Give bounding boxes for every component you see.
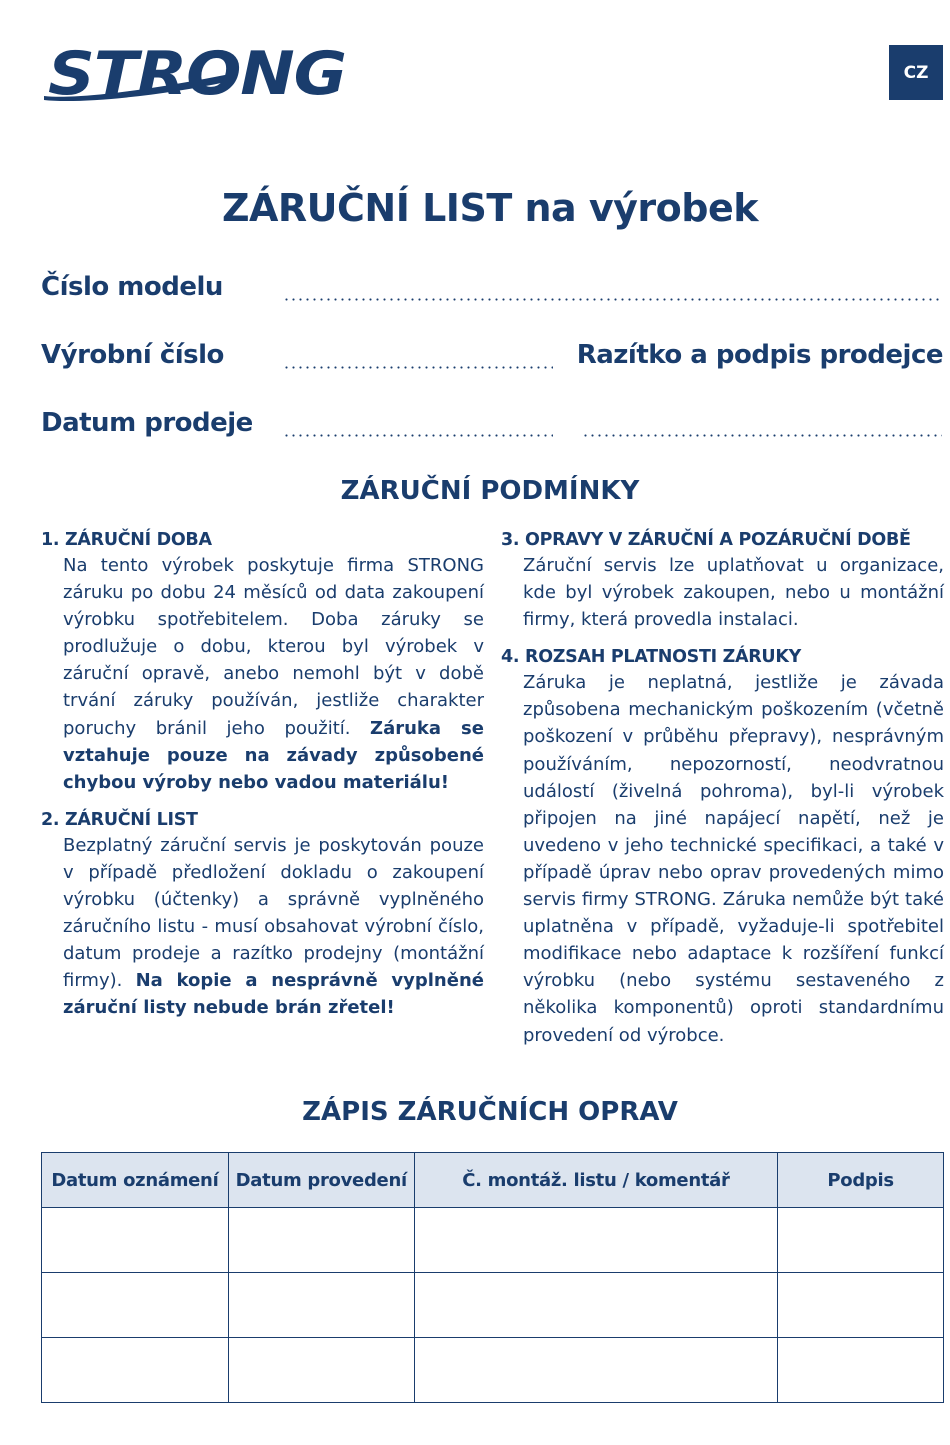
clause-warranty-period: [41, 528, 484, 796]
language-badge: CZ: [889, 45, 943, 100]
seller-stamp-label: Razítko a podpis prodejce: [576, 340, 943, 370]
document-title: ZÁRUČNÍ LIST na výrobek: [221, 186, 759, 230]
table-cell: [414, 1273, 778, 1338]
column-header-repair-date: Datum provedení: [228, 1153, 414, 1208]
clause-warranty-card: [41, 808, 484, 1022]
table-cell: [42, 1338, 229, 1403]
model-number-line: [283, 298, 943, 301]
column-header-report-date: Datum oznámení: [42, 1153, 229, 1208]
conditions-title: ZÁRUČNÍ PODMÍNKY: [340, 476, 640, 506]
clause-repairs: [501, 528, 944, 633]
clause-heading: 2. ZÁRUČNÍ LIST: [41, 809, 198, 830]
table-cell: [778, 1273, 944, 1338]
sale-date-line: [283, 434, 553, 437]
table-cell: [228, 1338, 414, 1403]
column-header-comment: Č. montáž. listu / komentář: [414, 1153, 778, 1208]
table-cell: [778, 1338, 944, 1403]
clause-scope: [501, 645, 944, 1048]
table-cell: [228, 1273, 414, 1338]
table-row: [42, 1208, 944, 1273]
clause-heading: 3. OPRAVY V ZÁRUČNÍ A POZÁRUČNÍ DOBĚ: [501, 530, 911, 550]
table-cell: [228, 1208, 414, 1273]
repairs-table: [41, 1152, 944, 1403]
model-number-label: Číslo modelu: [41, 272, 223, 302]
conditions-left-column: [41, 528, 484, 1034]
clause-text: Na tento výrobek poskytuje firma STRONG záruku po dobu 24 měsíců od data zakoupení výrobku spotřebitelem. Doba záruky se prodlužuje o dobu, kterou byl výrobek v záruční opravě, anebo nemohl být v době trvání záruky používán, jestliže charakter poruchy bránil jeho použití. Záruka se vztahuje pouze na závady způsobené chybou výroby nebo vadou materiálu!: [63, 555, 484, 793]
strong-logo: [40, 38, 350, 104]
clause-heading: 4. ROZSAH PLATNOSTI ZÁRUKY: [501, 647, 801, 668]
clause-text: Bezplatný záruční servis je poskytován pouze v případě předložení dokladu o zakoupení výrobku (účtenky) a správně vyplněného záručního listu - musí obsahovat výrobní číslo, datum prodeje a razítko prodejny (montážní firmy). Na kopie a nesprávně vyplněné záruční listy nebude brán zřetel!: [63, 834, 484, 1019]
serial-number-label: Výrobní číslo: [41, 340, 224, 370]
table-row: [42, 1338, 944, 1403]
clause-text: Záruka je neplatná, jestliže je závada způsobena mechanickým poškozením (včetně poškození v průběhu přepravy), nesprávným používáním, nepozorností, neodvratnou událostí (živelná pohroma), byl-li výrobek připojen na jiné napájecí napětí, než je uvedeno v jeho technické specifikaci, a také v případě úprav nebo oprav provedených mimo servis firmy STRONG. Záruka nemůže být také uplatněna v případě, vyžaduje-li spotřebitel modifikace nebo adaptace k rozšíření funkcí výrobku (nebo systému sestaveného z několika komponentů) oproti standardnímu provedení od výrobce.: [523, 672, 944, 1046]
table-header-row: [42, 1153, 944, 1208]
clause-bold-text: Záruka se vztahuje pouze na závady způsobené chybou výroby nebo vadou materiálu!: [63, 717, 484, 793]
table-cell: [42, 1273, 229, 1338]
clause-text: Záruční servis lze uplatňovat u organizace, kde byl výrobek zakoupen, nebo u montážní firmy, která provedla instalaci.: [523, 555, 944, 631]
conditions-right-column: [501, 528, 944, 1061]
table-cell: [414, 1208, 778, 1273]
table-cell: [778, 1208, 944, 1273]
table-cell: [414, 1338, 778, 1403]
repairs-title: ZÁPIS ZÁRUČNÍCH OPRAV: [302, 1097, 678, 1127]
serial-number-line: [283, 366, 553, 369]
seller-signature-line: [582, 434, 942, 437]
table-cell: [42, 1208, 229, 1273]
logo-text: STRONG: [48, 39, 346, 104]
clause-bold-text: Na kopie a nesprávně vyplněné záruční listy nebude brán zřetel!: [63, 970, 484, 1019]
column-header-signature: Podpis: [778, 1153, 944, 1208]
sale-date-label: Datum prodeje: [41, 408, 253, 438]
clause-heading: 1. ZÁRUČNÍ DOBA: [41, 530, 212, 550]
table-row: [42, 1273, 944, 1338]
